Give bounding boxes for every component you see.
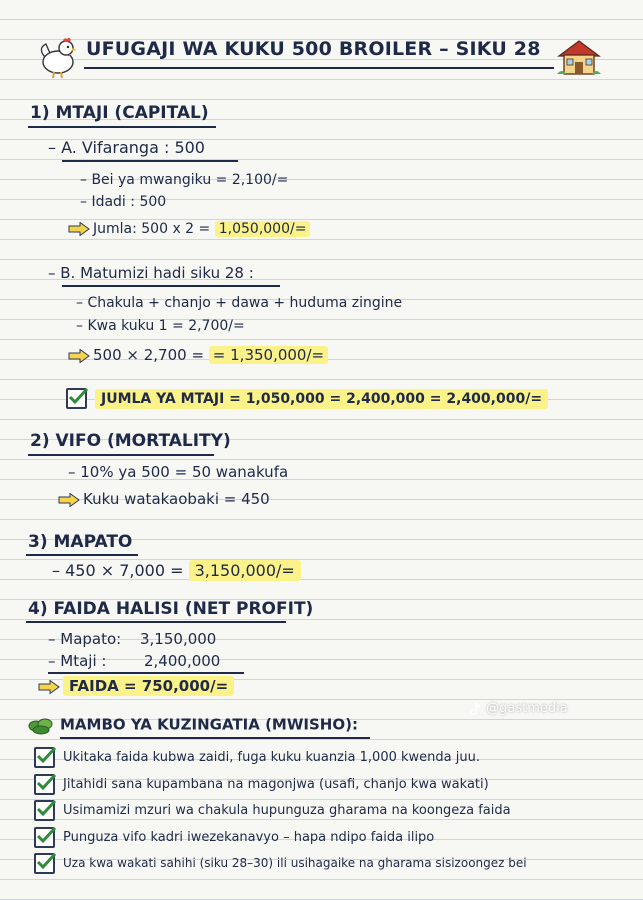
s1-total-row [66, 388, 548, 409]
title-underline [84, 67, 554, 69]
s3-line-value: 3,150,000/= [189, 560, 301, 581]
s4-sum-line [48, 672, 244, 674]
s4-result-row [38, 677, 234, 695]
note-text: Jitahidi sana kupambana na magonjwa (usafi, chanjo kwa wakati) [63, 777, 489, 792]
s4-line1-value: 3,150,000 [140, 630, 217, 648]
arrow-right-icon [68, 222, 90, 236]
checkbox-checked-icon [34, 853, 55, 874]
checkbox-checked-icon [34, 774, 55, 795]
section-4-underline [26, 621, 286, 623]
note-item [34, 853, 527, 874]
s1-total: JUMLA YA MTAJI = 1,050,000 = 2,400,000 = 2,400,000/= [95, 389, 548, 409]
house-icon [556, 38, 602, 76]
s1-a-line2: – Idadi : 500 [80, 194, 167, 210]
s1-a-label: – A. Vifaranga : 500 [48, 138, 205, 157]
page-title: UFUGAJI WA KUKU 500 BROILER – SIKU 28 [86, 38, 541, 60]
checkbox-checked-icon [34, 827, 55, 848]
note-item [34, 827, 434, 848]
note-text: Ukitaka faida kubwa zaidi, fuga kuku kuanzia 1,000 kwenda juu. [63, 750, 480, 765]
arrow-right-icon [38, 680, 60, 694]
s4-line1 [48, 630, 216, 648]
watermark-text: @gastmedia [486, 701, 568, 716]
section-2-heading: 2) VIFO (MORTALITY) [30, 431, 231, 451]
note-item [34, 747, 480, 768]
leaf-plant-icon [28, 715, 54, 735]
s1-b-underline [62, 285, 280, 287]
s1-a-sum [68, 221, 310, 237]
s1-b-line1: – Chakula + chanjo + dawa + huduma zingine [76, 295, 403, 311]
note-item [34, 800, 511, 821]
notes-heading-row [28, 715, 358, 735]
section-4-heading: 4) FAIDA HALISI (NET PROFIT) [28, 599, 314, 619]
section-1-heading: 1) MTAJI (CAPITAL) [30, 103, 209, 123]
s1-a-sum-value: 1,050,000/= [215, 221, 311, 237]
s1-b-label: – B. Matumizi hadi siku 28 : [48, 264, 254, 282]
watermark [470, 701, 568, 716]
s4-line1-label: – Mapato: [48, 630, 122, 648]
s3-line [52, 561, 301, 580]
section-1-underline [28, 126, 216, 128]
arrow-right-icon [68, 349, 90, 363]
note-text: Usimamizi mzuri wa chakula hupunguza gharama na koongeza faida [63, 803, 511, 818]
s4-line2-value: 2,400,000 [144, 652, 221, 670]
section-2-underline [28, 454, 214, 456]
s3-line-prefix: – 450 × 7,000 = [52, 561, 184, 580]
arrow-right-icon [58, 493, 80, 507]
s4-line2-label: – Mtaji : [48, 652, 107, 670]
note-text: Uza kwa wakati sahihi (siku 28–30) ili usihagaike na gharama sisizoongez bei [63, 856, 527, 870]
s1-b-sum-value: = 1,350,000/= [209, 346, 328, 364]
note-item [34, 774, 489, 795]
s4-line2 [48, 652, 220, 670]
s1-a-line1: – Bei ya mwangiku = 2,100/= [80, 172, 289, 188]
s1-b-line2: – Kwa kuku 1 = 2,700/= [76, 318, 245, 334]
section-3-underline [26, 554, 138, 556]
s1-b-sum [68, 346, 328, 364]
section-3-heading: 3) MAPATO [28, 532, 133, 552]
s2-line2-row [58, 490, 270, 508]
s4-result: FAIDA = 750,000/= [63, 676, 234, 696]
s1-b-sum-prefix: 500 × 2,700 = [93, 346, 205, 364]
checkbox-checked-icon [34, 747, 55, 768]
checkbox-checked-icon [34, 800, 55, 821]
notes-heading: MAMBO YA KUZINGATIA (MWISHO): [60, 715, 358, 734]
s2-line1: – 10% ya 500 = 50 wanakufa [68, 463, 289, 481]
tiktok-logo-icon [470, 702, 482, 716]
s1-a-sum-prefix: Jumla: 500 x 2 = [93, 221, 211, 237]
chicken-icon [36, 34, 80, 80]
s2-line2: Kuku watakaobaki = 450 [83, 490, 270, 508]
s1-a-underline [62, 160, 238, 162]
note-text: Punguza vifo kadri iwezekanavyo – hapa ndipo faida ilipo [63, 830, 435, 845]
notes-underline [60, 737, 370, 739]
checkbox-checked-icon [66, 388, 87, 409]
